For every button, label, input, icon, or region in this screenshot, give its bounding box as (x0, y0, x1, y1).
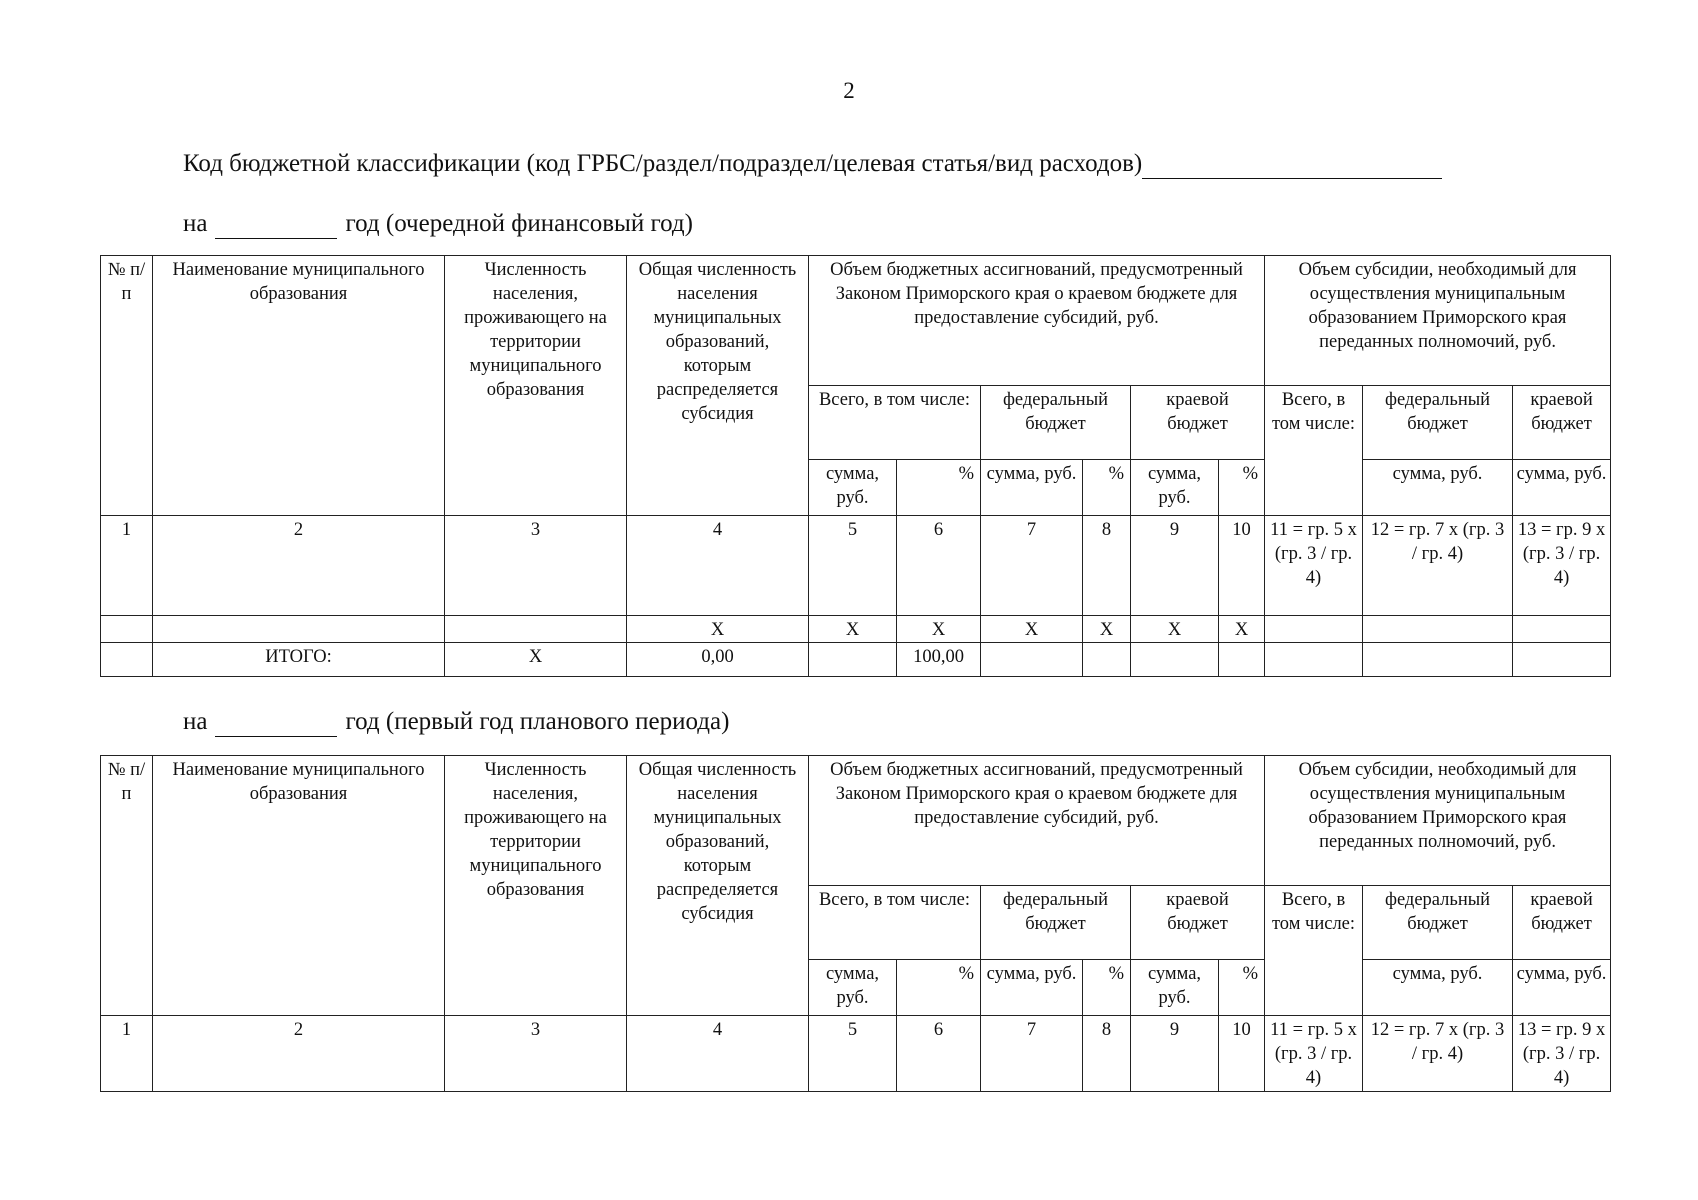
header-sum: сумма, руб. (809, 460, 897, 516)
budget-code-line (183, 150, 1442, 179)
header-pct: % (1219, 460, 1265, 516)
column-numbers-row (101, 516, 1611, 616)
col-number: 11 = гр. 5 х (гр. 3 / гр. 4) (1265, 1016, 1363, 1092)
header-subsidy-federal: федеральный бюджет (1363, 886, 1513, 960)
header-regional: краевой бюджет (1131, 886, 1265, 960)
header-row (101, 256, 1611, 386)
col-number: 2 (153, 516, 445, 616)
header-population: Численность населения, проживающего на территории муниципального образования (445, 256, 627, 516)
header-row (101, 756, 1611, 886)
total-population-value: 0,00 (627, 643, 809, 677)
x-mark: Х (897, 616, 981, 643)
col-number: 6 (897, 1016, 981, 1092)
header-total-incl: Всего, в том числе: (809, 386, 981, 460)
col-number: 3 (445, 1016, 627, 1092)
header-subsidy-total: Всего, в том числе: (1265, 386, 1363, 516)
header-num: № п/п (101, 756, 153, 1016)
empty-cell (1131, 643, 1219, 677)
header-sum: сумма, руб. (809, 960, 897, 1016)
header-name: Наименование муниципального образования (153, 256, 445, 516)
distribution-table-planning-year (100, 755, 1611, 1092)
col-number: 7 (981, 516, 1083, 616)
col-number: 1 (101, 1016, 153, 1092)
total-row (101, 643, 1611, 677)
header-sum: сумма, руб. (1363, 460, 1513, 516)
budget-code-blank (1142, 150, 1442, 179)
header-subsidy-total: Всего, в том числе: (1265, 886, 1363, 1016)
col-number: 4 (627, 1016, 809, 1092)
col-number: 1 (101, 516, 153, 616)
empty-cell (101, 643, 153, 677)
col-number: 6 (897, 516, 981, 616)
header-budget-group: Объем бюджетных ассигнований, предусмотренный Законом Приморского края о краевом бюджете для предоставление субсидий, руб. (809, 756, 1265, 886)
header-sum: сумма, руб. (981, 960, 1083, 1016)
col-number: 9 (1131, 516, 1219, 616)
header-budget-group: Объем бюджетных ассигнований, предусмотренный Законом Приморского края о краевом бюджете для предоставление субсидий, руб. (809, 256, 1265, 386)
total-population-x: Х (445, 643, 627, 677)
header-subsidy-regional: краевой бюджет (1513, 386, 1611, 460)
header-federal: федеральный бюджет (981, 886, 1131, 960)
header-name: Наименование муниципального образования (153, 756, 445, 1016)
col-number: 10 (1219, 516, 1265, 616)
col-number: 10 (1219, 1016, 1265, 1092)
header-pct: % (1083, 460, 1131, 516)
header-sum: сумма, руб. (1363, 960, 1513, 1016)
col-number: 12 = гр. 7 х (гр. 3 / гр. 4) (1363, 516, 1513, 616)
year1-blank (215, 210, 337, 239)
header-num: № п/п (101, 256, 153, 516)
year2-heading (183, 708, 729, 737)
empty-cell (809, 643, 897, 677)
col-number: 13 = гр. 9 х (гр. 3 / гр. 4) (1513, 516, 1611, 616)
x-mark: Х (809, 616, 897, 643)
x-mark: Х (1219, 616, 1265, 643)
header-total-population: Общая численность населения муниципальных образований, которым распределяется субсидия (627, 756, 809, 1016)
header-sum: сумма, руб. (1131, 460, 1219, 516)
column-numbers-row (101, 1016, 1611, 1092)
header-pct: % (1083, 960, 1131, 1016)
header-sum: сумма, руб. (1131, 960, 1219, 1016)
empty-cell (1363, 643, 1513, 677)
header-total-incl: Всего, в том числе: (809, 886, 981, 960)
header-sum: сумма, руб. (1513, 960, 1611, 1016)
x-row (101, 616, 1611, 643)
distribution-table-current-year (100, 255, 1611, 677)
col-number: 7 (981, 1016, 1083, 1092)
col-number: 5 (809, 516, 897, 616)
empty-cell (1363, 616, 1513, 643)
header-subsidy-regional: краевой бюджет (1513, 886, 1611, 960)
col-number: 8 (1083, 1016, 1131, 1092)
col-number: 11 = гр. 5 х (гр. 3 / гр. 4) (1265, 516, 1363, 616)
col-number: 5 (809, 1016, 897, 1092)
col-number: 8 (1083, 516, 1131, 616)
header-total-population: Общая численность населения муниципальных образований, которым распределяется субсидия (627, 256, 809, 516)
header-regional: краевой бюджет (1131, 386, 1265, 460)
empty-cell (101, 616, 153, 643)
year1-suffix: год (очередной финансовый год) (345, 210, 693, 237)
header-pct: % (897, 460, 981, 516)
total-label: ИТОГО: (153, 643, 445, 677)
empty-cell (1219, 643, 1265, 677)
empty-cell (1083, 643, 1131, 677)
col-number: 13 = гр. 9 х (гр. 3 / гр. 4) (1513, 1016, 1611, 1092)
empty-cell (445, 616, 627, 643)
header-pct: % (1219, 960, 1265, 1016)
header-subsidy-federal: федеральный бюджет (1363, 386, 1513, 460)
col-number: 3 (445, 516, 627, 616)
year2-prefix: на (183, 708, 208, 735)
x-mark: Х (981, 616, 1083, 643)
budget-code-label: Код бюджетной классификации (код ГРБС/раздел/подраздел/целевая статья/вид расходов) (183, 150, 1143, 177)
x-mark: Х (1083, 616, 1131, 643)
header-subsidy-group: Объем субсидии, необходимый для осуществления муниципальным образованием Приморского края переданных полномочий, руб. (1265, 256, 1611, 386)
empty-cell (981, 643, 1083, 677)
page-number: 2 (843, 78, 855, 103)
empty-cell (153, 616, 445, 643)
col-number: 12 = гр. 7 х (гр. 3 / гр. 4) (1363, 1016, 1513, 1092)
year1-prefix: на (183, 210, 208, 237)
header-population: Численность населения, проживающего на территории муниципального образования (445, 756, 627, 1016)
empty-cell (1265, 643, 1363, 677)
header-sum: сумма, руб. (981, 460, 1083, 516)
header-subsidy-group: Объем субсидии, необходимый для осуществления муниципальным образованием Приморского края переданных полномочий, руб. (1265, 756, 1611, 886)
x-mark: Х (627, 616, 809, 643)
header-federal: федеральный бюджет (981, 386, 1131, 460)
year1-heading (183, 210, 693, 239)
col-number: 2 (153, 1016, 445, 1092)
year2-suffix: год (первый год планового периода) (345, 708, 730, 735)
header-pct: % (897, 960, 981, 1016)
col-number: 9 (1131, 1016, 1219, 1092)
header-sum: сумма, руб. (1513, 460, 1611, 516)
x-mark: Х (1131, 616, 1219, 643)
total-pct-value: 100,00 (897, 643, 981, 677)
empty-cell (1513, 616, 1611, 643)
empty-cell (1513, 643, 1611, 677)
empty-cell (1265, 616, 1363, 643)
year2-blank (215, 708, 337, 737)
col-number: 4 (627, 516, 809, 616)
